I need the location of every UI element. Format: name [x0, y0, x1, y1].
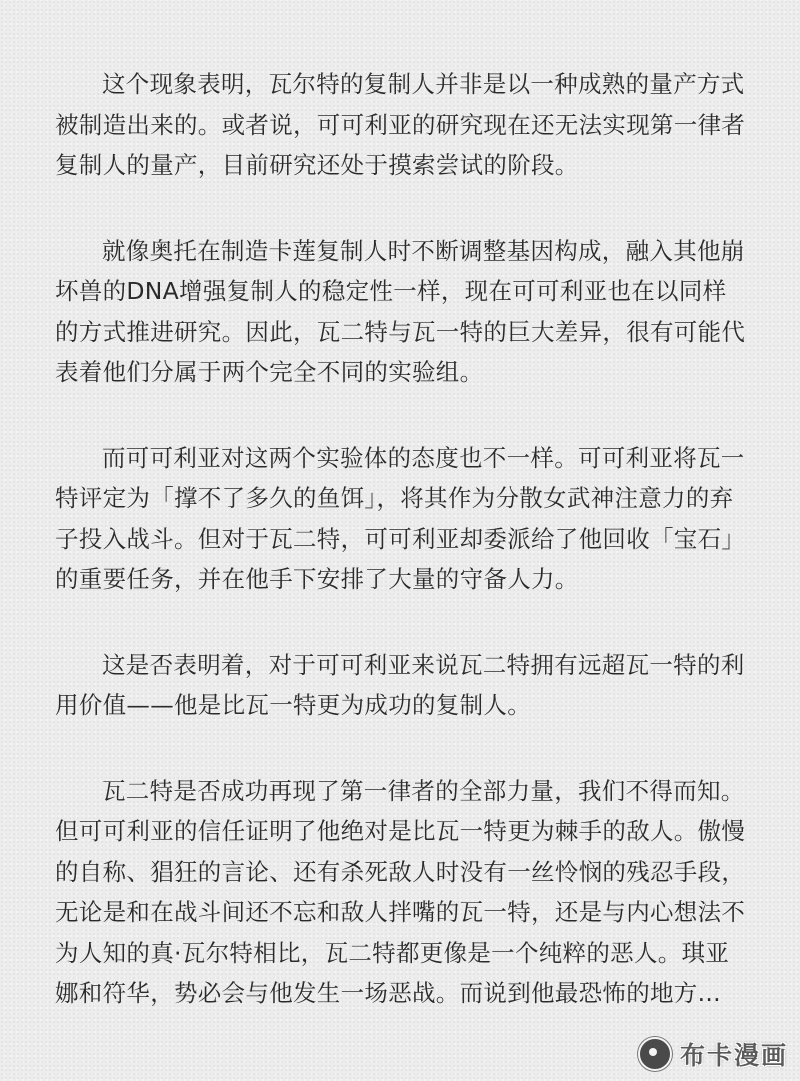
camera-lens-icon	[638, 1037, 672, 1071]
paragraph-2: 就像奥托在制造卡莲复制人时不断调整基因构成，融入其他崩 坏兽的DNA增强复制人的稳定性一样，现在可可利亚也在以同样 的方式推进研究。因此，瓦二特与瓦一特的巨大差异，很有可能代 表着他们分属于两个完全不同的实验组。	[55, 236, 746, 386]
watermark	[638, 1037, 788, 1071]
watermark-text: 布卡漫画	[679, 1041, 788, 1070]
paragraph-5: 瓦二特是否成功再现了第一律者的全部力量，我们不得而知。 但可可利亚的信任证明了他绝对是比瓦一特更为棘手的敌人。傲慢 的自称、猖狂的言论、还有杀死敌人时没有一丝怜悯的残忍手段， 无论是和在战斗间还不忘和敌人拌嘴的瓦一特，还是与内心想法不 为人知的真·瓦尔特相比，瓦二特都更像是一个纯粹的恶人。琪亚 娜和符华，势必会与他发生一场恶战。而说到他最恐怖的地方...	[55, 776, 746, 1007]
paragraph-4: 这是否表明着，对于可可利亚来说瓦二特拥有远超瓦一特的利 用价值——他是比瓦一特更为成功的复制人。	[55, 650, 745, 719]
article-body	[55, 64, 755, 1059]
paragraph-3: 而可可利亚对这两个实验体的态度也不一样。可可利亚将瓦一 特评定为「撑不了多久的鱼饵」，将其作为分散女武神注意力的弃 子投入战斗。但对于瓦二特，可可利亚却委派给了他回收「宝石」 的重要任务，并在他手下安排了大量的守备人力。	[55, 443, 746, 593]
paragraph-1: 这个现象表明，瓦尔特的复制人并非是以一种成熟的量产方式 被制造出来的。或者说，可可利亚的研究现在还无法实现第一律者 复制人的量产，目前研究还处于摸索尝试的阶段。	[55, 70, 746, 179]
